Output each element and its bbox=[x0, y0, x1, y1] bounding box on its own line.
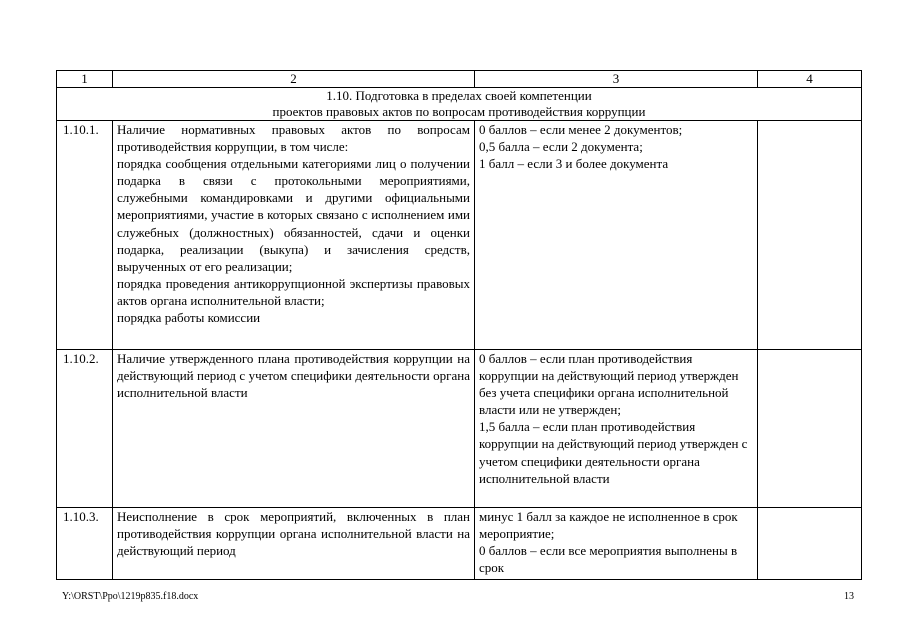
row-number: 1.10.3. bbox=[57, 508, 113, 580]
row-number: 1.10.2. bbox=[57, 350, 113, 508]
indicator-paragraph: порядка сообщения отдельными категориями лиц о получении подарка в связи с протокольными мероприятиями, служебными командировками и другими официальными мероприятиями, участие в которых связано с исполнением ими служебных (должностных) обязанностей, сдачи и оценки подарка, реализации (выкупа) и зачисления средств, вырученных от его реализации; bbox=[117, 156, 470, 274]
indicator-paragraph: Наличие нормативных правовых актов по вопросам противодействия коррупции, в том числе: bbox=[117, 122, 470, 155]
section-title bbox=[57, 88, 862, 121]
criteria-line: минус 1 балл за каждое не исполненное в срок мероприятие; bbox=[479, 509, 738, 542]
table-row bbox=[57, 121, 862, 350]
criteria-line: 0 баллов – если план противодействия коррупции на действующий период утвержден без учета специфики органа исполнительной власти или не утвержден; bbox=[479, 351, 739, 418]
indicator-paragraph: порядка проведения антикоррупционной экспертизы правовых актов органа исполнительной власти; bbox=[117, 275, 470, 308]
scoring-criteria bbox=[475, 508, 758, 580]
column-number-4: 4 bbox=[758, 71, 862, 88]
criteria-line: 1,5 балла – если план противодействия коррупции на действующий период утвержден с учетом специфики деятельности органа исполнительной власти bbox=[479, 419, 748, 486]
points-cell bbox=[758, 508, 862, 580]
points-cell bbox=[758, 121, 862, 350]
criteria-table bbox=[56, 70, 862, 580]
criteria-line: 0,5 балла – если 2 документа; bbox=[479, 139, 643, 155]
indicator-paragraph: Наличие утвержденного плана противодействия коррупции на действующий период с учетом специфики деятельности органа исполнительной власти bbox=[117, 351, 470, 401]
row-number: 1.10.1. bbox=[57, 121, 113, 350]
column-number-2: 2 bbox=[113, 71, 475, 88]
footer-file-path: Y:\ORST\Ppo\1219p835.f18.docx bbox=[62, 591, 199, 602]
section-title-line-1: 1.10. Подготовка в пределах своей компетенции bbox=[326, 88, 592, 103]
column-number-3: 3 bbox=[475, 71, 758, 88]
criteria-line: 1 балл – если 3 и более документа bbox=[479, 156, 669, 172]
criteria-line: 0 баллов – если менее 2 документов; bbox=[479, 122, 683, 137]
scoring-criteria bbox=[475, 121, 758, 350]
indicator-paragraph: порядка работы комиссии bbox=[117, 310, 261, 326]
column-number-1: 1 bbox=[57, 71, 113, 88]
section-title-line-2: проектов правовых актов по вопросам противодействия коррупции bbox=[272, 104, 646, 119]
table-row bbox=[57, 508, 862, 580]
section-header-row bbox=[57, 88, 862, 121]
indicator-text bbox=[113, 350, 475, 508]
criteria-line: 0 баллов – если все мероприятия выполнены в срок bbox=[479, 543, 738, 576]
column-number-row bbox=[57, 71, 862, 88]
page-number: 13 bbox=[844, 591, 854, 602]
points-cell bbox=[758, 350, 862, 508]
scoring-criteria bbox=[475, 350, 758, 508]
indicator-text bbox=[113, 121, 475, 350]
indicator-text bbox=[113, 508, 475, 580]
table-row bbox=[57, 350, 862, 508]
indicator-paragraph: Неисполнение в срок мероприятий, включенных в план противодействия коррупции органа исполнительной власти на действующий период bbox=[117, 509, 470, 559]
